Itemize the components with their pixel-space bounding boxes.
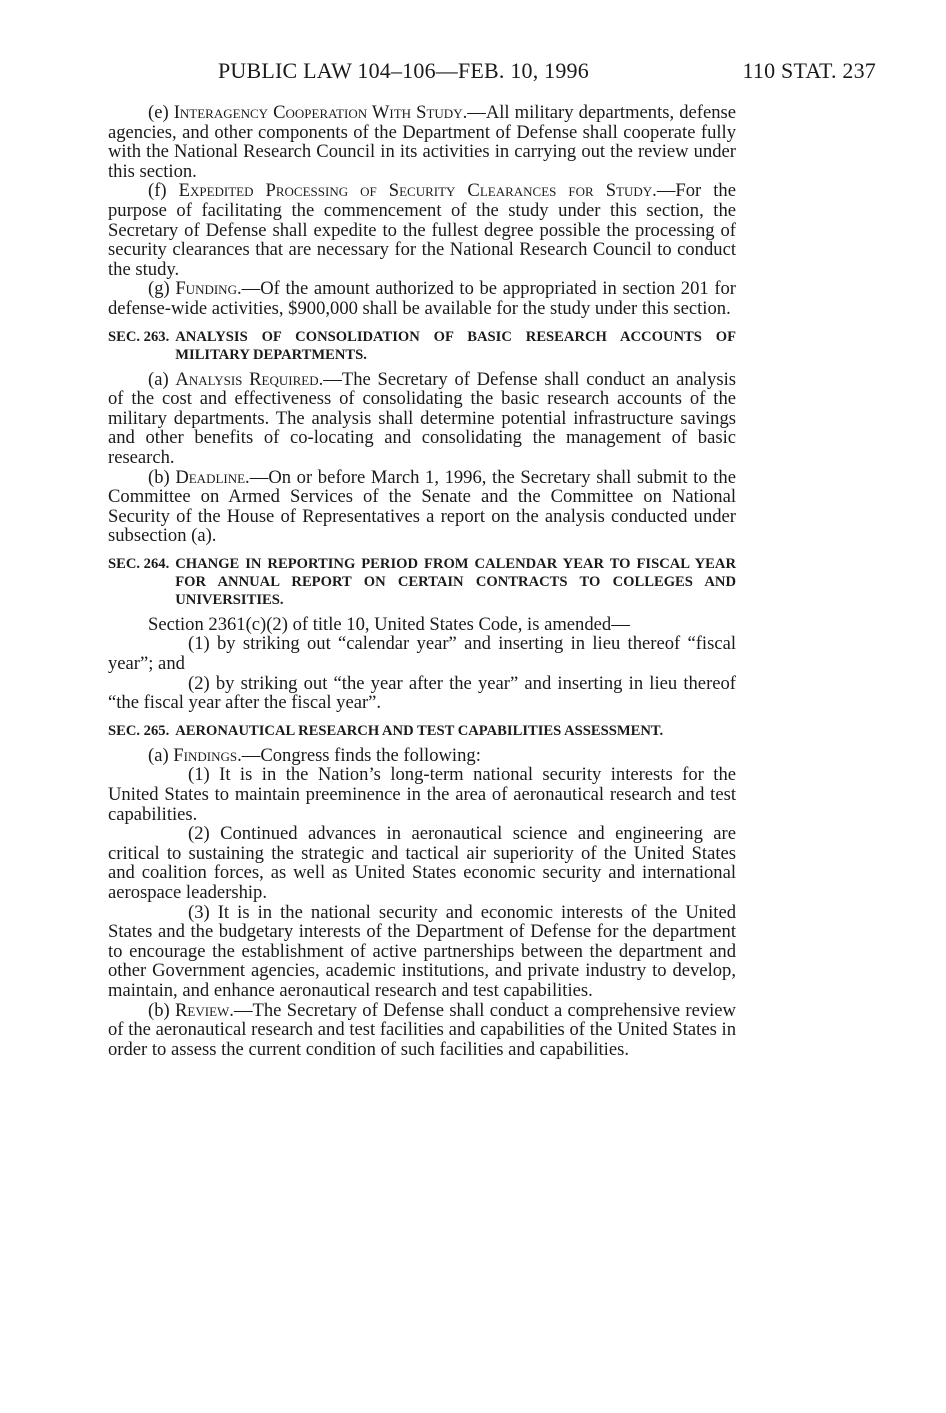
paragraph-265-b	[108, 1001, 736, 1060]
section-number: SEC. 263.	[108, 328, 170, 345]
paragraph-263-a	[108, 370, 736, 468]
paragraph-text: (1) It is in the Nation’s long-term national security interests for the United States to maintain preeminence in the area of aeronautical research and test capabilities.	[108, 764, 736, 825]
paragraph-265-a	[108, 746, 736, 766]
paragraph-heading: Funding.	[175, 278, 242, 300]
paragraph-label: (e)	[148, 102, 174, 123]
paragraph-text: (3) It is in the national security and economic interests of the United States and the budgetary interests of the Department of Defense for the department to encourage the establishment of active partnerships between the department and other Government agencies, academic institutions, and private industry to develop, maintain, and enhance aeronautical research and test capabilities.	[108, 901, 736, 1001]
paragraph-265-item-2	[108, 824, 736, 902]
paragraph-text: —Of the amount authorized to be appropriated in section 201 for defense-wide activities, $900,000 shall be available for the study under this section.	[108, 278, 736, 319]
section-heading-263	[108, 328, 736, 364]
section-number: SEC. 264.	[108, 555, 170, 572]
paragraph-label: (b)	[148, 466, 176, 488]
paragraph-text: (2) by striking out “the year after the year” and inserting in lieu thereof “the fiscal year after the fiscal year”.	[108, 672, 736, 714]
paragraph-e	[108, 103, 736, 181]
paragraph-heading: Analysis Required.	[175, 368, 324, 390]
paragraph-heading: Findings.	[173, 744, 242, 766]
statute-page-number: 110 STAT. 237	[742, 58, 876, 83]
paragraph-label: (b)	[148, 999, 176, 1021]
paragraph-heading: Interagency Cooperation With Study.	[173, 102, 468, 123]
section-title: CHANGE IN REPORTING PERIOD FROM CALENDAR YEAR TO FISCAL YEAR FOR ANNUAL REPORT ON CERTAIN CONTRACTS TO COLLEGES AND UNIVERSITIES.	[175, 555, 736, 608]
paragraph-label: (a)	[148, 744, 174, 766]
paragraph-text: —For the purpose of facilitating the commencement of the study under this section, the Secretary of Defense shall expedite to the fullest degree possible the processing of security clearances that are necessary for the National Research Council to conduct the study.	[108, 180, 736, 280]
paragraph-265-item-1	[108, 765, 736, 824]
page-header	[218, 58, 876, 88]
section-title: AERONAUTICAL RESEARCH AND TEST CAPABILITIES ASSESSMENT.	[175, 722, 664, 739]
paragraph-264-item-1	[108, 634, 736, 673]
paragraph-264-item-2	[108, 674, 736, 713]
paragraph-label: (a)	[148, 368, 176, 390]
section-heading-264	[108, 555, 736, 609]
paragraph-text: —All military departments, defense agencies, and other components of the Department of Defense shall cooperate fully with the National Research Council in its activities in carrying out the review under this section.	[108, 102, 736, 182]
paragraph-text: (2) Continued advances in aeronautical science and engineering are critical to sustaining the strategic and tactical air superiority of the United States and coalition forces, as well as United States economic security and international aerospace leadership.	[108, 823, 736, 903]
page-body	[108, 103, 736, 1059]
paragraph-text: —On or before March 1, 1996, the Secretary shall submit to the Committee on Armed Services of the Senate and the Committee on National Security of the House of Representatives a report on the analysis conducted under subsection (a).	[108, 466, 736, 547]
paragraph-text: Section 2361(c)(2) of title 10, United States Code, is amended—	[148, 613, 630, 635]
paragraph-label: (f)	[148, 180, 179, 202]
paragraph-label: (g)	[148, 278, 176, 300]
paragraph-265-item-3	[108, 903, 736, 1001]
section-number: SEC. 265.	[108, 722, 170, 739]
paragraph-264-intro	[108, 615, 736, 635]
paragraph-text: —The Secretary of Defense shall conduct a comprehensive review of the aeronautical research and test facilities and capabilities of the United States in order to assess the current condition of such facilities and capabilities.	[108, 999, 736, 1060]
running-title: PUBLIC LAW 104–106—FEB. 10, 1996	[218, 58, 589, 83]
paragraph-text: —The Secretary of Defense shall conduct an analysis of the cost and effectiveness of consolidating the basic research accounts of the military departments. The analysis shall determine potential infrastructure savings and other benefits of co-locating and consolidating the management of basic research.	[108, 368, 736, 468]
paragraph-heading: Review.	[175, 999, 234, 1021]
paragraph-heading: Expedited Processing of Security Clearances for Study.	[178, 180, 657, 202]
section-title: ANALYSIS OF CONSOLIDATION OF BASIC RESEARCH ACCOUNTS OF MILITARY DEPARTMENTS.	[175, 328, 736, 363]
paragraph-text: —Congress finds the following:	[241, 744, 481, 766]
section-heading-265	[108, 722, 736, 740]
paragraph-g	[108, 279, 736, 318]
paragraph-f	[108, 181, 736, 279]
paragraph-263-b	[108, 468, 736, 546]
paragraph-heading: Deadline.	[175, 466, 250, 488]
paragraph-text: (1) by striking out “calendar year” and inserting in lieu thereof “fiscal year”; and	[108, 633, 736, 675]
